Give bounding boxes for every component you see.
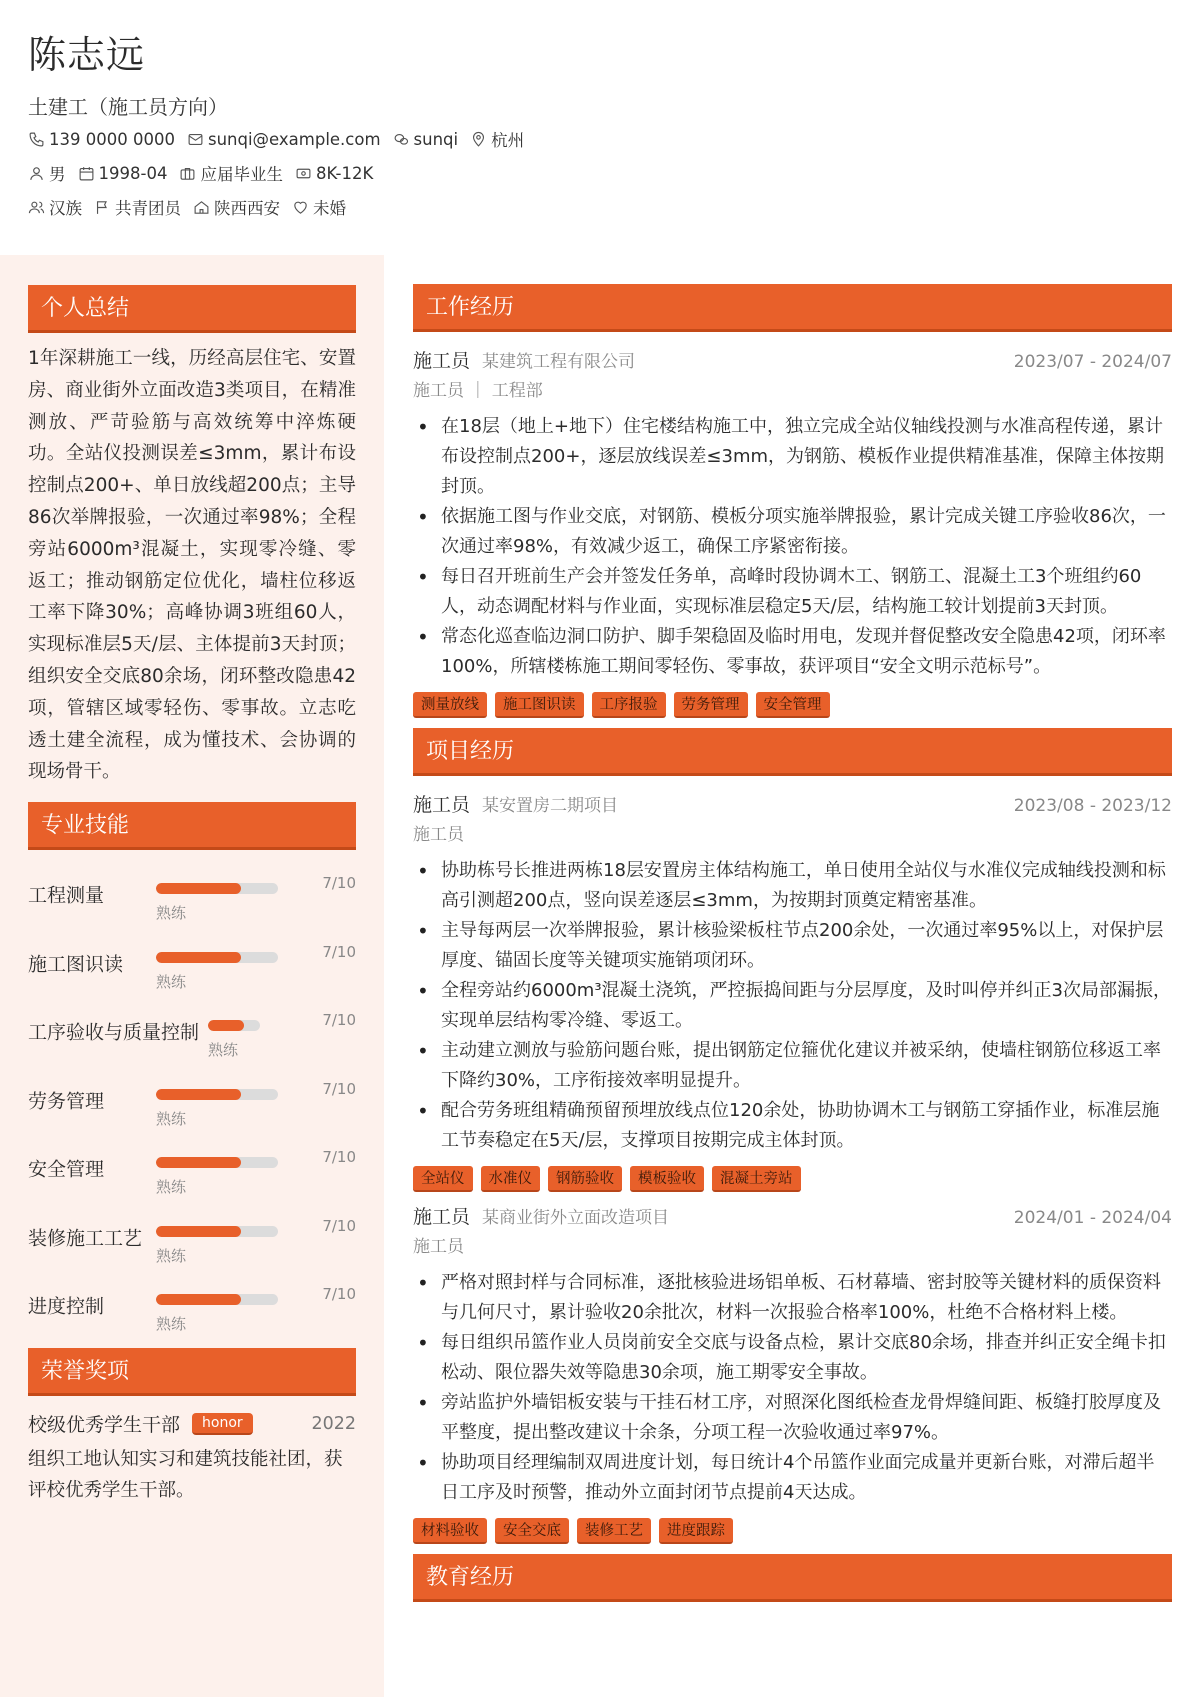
list-item: • 常态化巡查临边洞口防护、脚手架稳固及临时用电，发现并督促整改安全隐患42项，闭环率100%，所辖楼栋施工期间零轻伤、零事故，获评项目“安全文明示范标号”。 <box>441 622 1172 682</box>
skill-progress-fill <box>208 1020 244 1031</box>
work-entry <box>413 346 1172 718</box>
project-org: 某商业街外立面改造项目 <box>482 1208 670 1228</box>
flag-icon <box>94 199 111 216</box>
birth-item <box>78 164 168 183</box>
salary-item <box>295 164 373 183</box>
politics-text: 共青团员 <box>115 199 181 218</box>
skill-progress-bar <box>156 1294 278 1305</box>
skill-progress-bar <box>156 883 278 894</box>
honor-name: 校级优秀学生干部 <box>28 1414 181 1437</box>
list-item: • 主导每两层一次举牌报验，累计核验梁板柱节点200余处，一次通过率95%以上，对保护层厚度、锚固长度等关键项实施销项闭环。 <box>441 916 1172 976</box>
skill-progress-bar <box>208 1020 260 1031</box>
summary-text: 1年深耕施工一线，历经高层住宅、安置房、商业街外立面改造3类项目，在精准测放、严苛验筋与高效统筹中淬炼硬功。全站仪投测误差≤3mm，累计布设控制点200+、单日放线超200点；主导86次举牌报验，一次通过率98%；全程旁站6000m³混凝土，实现零冷缝、零返工；推动钢筋定位优化，墙柱位移返工率下降30%；高峰协调3班组60人，实现标准层5天/层、主体提前3天封顶；组织安全交底80余场，闭环整改隐患42项，管辖区域零轻伤、零事故。立志吃透土建全流程，成为懂技术、会协调的现场骨干。 <box>28 348 356 783</box>
work-org: 某建筑工程有限公司 <box>482 352 636 372</box>
honor-description: 组织工地认知实习和建筑技能社团，获评校优秀学生干部。 <box>28 1448 343 1501</box>
skill-row <box>28 1271 356 1340</box>
email-item <box>187 130 381 149</box>
politics-item <box>94 195 181 219</box>
skill-row <box>28 929 356 998</box>
gender-item <box>28 161 66 185</box>
skill-name: 工程测量 <box>28 884 105 907</box>
skill-tag: 材料验收 <box>413 1518 487 1544</box>
users-icon <box>28 199 45 216</box>
project-subtitle: 施工员 <box>413 1237 464 1257</box>
skill-progress-fill <box>156 883 241 894</box>
honor-year: 2022 <box>311 1413 356 1434</box>
project-date: 2023/08 - 2023/12 <box>1013 796 1172 816</box>
list-item: • 在18层（地上+地下）住宅楼结构施工中，独立完成全站仪轴线投测与水准高程传递，累计布设控制点200+，逐层放线误差≤3mm，为钢筋、模板作业提供精准基准，保障主体按期封顶。 <box>441 412 1172 502</box>
skill-score: 7/10 <box>322 874 356 893</box>
summary-heading: 个人总结 <box>28 285 356 333</box>
project-entry <box>413 1202 1172 1544</box>
skill-progress-fill <box>156 1294 241 1305</box>
skill-tag: 测量放线 <box>413 692 487 718</box>
skill-score: 7/10 <box>322 1285 356 1304</box>
skill-tag: 钢筋验收 <box>548 1166 622 1192</box>
list-item: • 配合劳务班组精确预留预埋放线点位120余处，协助协调木工与钢筋工穿插作业，标准层施工节奏稳定在5天/层，支撑项目按期完成主体封顶。 <box>441 1096 1172 1156</box>
work-subtitle: 施工员 ｜ 工程部 <box>413 381 543 401</box>
skill-score: 7/10 <box>322 1079 356 1098</box>
work-title: 施工员 <box>413 350 471 372</box>
honors-heading: 荣誉奖项 <box>28 1348 356 1396</box>
calendar-icon <box>78 165 95 182</box>
work-entry-header <box>413 346 1172 374</box>
status-item <box>179 161 283 185</box>
skill-progress-fill <box>156 1226 241 1237</box>
skill-progress-fill <box>156 952 241 963</box>
heart-icon <box>292 199 309 216</box>
skill-progress-fill <box>156 1089 241 1100</box>
skill-name: 进度控制 <box>28 1295 105 1318</box>
project-tags <box>413 1166 1172 1192</box>
skills-heading: 专业技能 <box>28 802 356 850</box>
skill-score: 7/10 <box>322 942 356 961</box>
wechat-text: sunqi <box>413 129 459 149</box>
background-line <box>28 190 1168 224</box>
skill-progress-bar <box>156 952 278 963</box>
mail-icon <box>187 131 204 148</box>
skill-progress-fill <box>156 1157 241 1168</box>
project-subtitle: 施工员 <box>413 825 464 845</box>
wechat-item <box>393 130 459 149</box>
project-title: 施工员 <box>413 794 471 816</box>
skill-score: 7/10 <box>322 1216 356 1235</box>
list-item: • 严格对照封样与合同标准，逐批核验进场铝单板、石材幕墙、密封胶等关键材料的质保资料与几何尺寸，累计验收20余批次，材料一次报验合格率100%，杜绝不合格材料上楼。 <box>441 1268 1172 1328</box>
skill-level: 熟练 <box>156 1109 187 1128</box>
main-content <box>413 284 1172 1602</box>
skill-level: 熟练 <box>156 1315 187 1334</box>
list-item: • 每日召开班前生产会并签发任务单，高峰时段协调木工、钢筋工、混凝土工3个班组约60人，动态调配材料与作业面，实现标准层稳定5天/层，结构施工较计划提前3天封顶。 <box>441 562 1172 622</box>
project-org: 某安置房二期项目 <box>482 796 619 816</box>
skill-tag: 装修工艺 <box>577 1518 651 1544</box>
list-item: • 主动建立测放与验筋问题台账，提出钢筋定位箍优化建议并被采纳，使墙柱钢筋位移返工率下降约30%，工序衔接效率明显提升。 <box>441 1036 1172 1096</box>
work-date: 2023/07 - 2024/07 <box>1013 352 1172 372</box>
skill-level: 熟练 <box>156 1178 187 1197</box>
project-tags <box>413 1518 1172 1544</box>
hometown-text: 陕西西安 <box>214 199 280 218</box>
skill-tag: 工序报验 <box>592 692 666 718</box>
skill-level: 熟练 <box>156 1246 187 1265</box>
city-item <box>470 127 524 151</box>
email-text: sunqi@example.com <box>207 129 381 149</box>
status-text: 应届毕业生 <box>200 165 283 184</box>
skill-row <box>28 860 356 929</box>
marital-text: 未婚 <box>313 199 346 218</box>
ethnicity-item <box>28 195 82 219</box>
candidate-name: 陈志远 <box>28 33 146 77</box>
candidate-role: 土建工（施工员方向） <box>28 95 228 119</box>
project-entry-header <box>413 790 1172 818</box>
project-title: 施工员 <box>413 1206 471 1228</box>
list-item: • 依据施工图与作业交底，对钢筋、模板分项实施举牌报验，累计完成关键工序验收86次，一次通过率98%，有效减少返工，确保工序紧密衔接。 <box>441 502 1172 562</box>
city-text: 杭州 <box>491 131 525 150</box>
sidebar <box>0 255 384 1697</box>
skills-list <box>28 860 356 1340</box>
education-heading: 教育经历 <box>413 1554 1172 1602</box>
phone-item <box>28 130 175 149</box>
list-item: • 协助项目经理编制双周进度计划，每日统计4个吊篮作业面完成量并更新台账，对滞后超半日工序及时预警，推动外立面封闭节点提前4天达成。 <box>441 1448 1172 1508</box>
contact-line <box>28 122 1168 156</box>
project-entry-header <box>413 1202 1172 1230</box>
skill-tag: 施工图识读 <box>495 692 584 718</box>
project-entry <box>413 790 1172 1192</box>
wechat-icon <box>393 131 410 148</box>
skill-name: 劳务管理 <box>28 1090 105 1113</box>
skill-row <box>28 1203 356 1272</box>
skill-name: 施工图识读 <box>28 953 124 976</box>
skill-level: 熟练 <box>156 972 187 991</box>
skill-progress-bar <box>156 1089 278 1100</box>
location-icon <box>470 131 487 148</box>
work-tags <box>413 692 1172 718</box>
skill-row <box>28 1066 356 1135</box>
skill-tag: 劳务管理 <box>674 692 748 718</box>
resume-header <box>28 28 1168 224</box>
projects-heading: 项目经历 <box>413 728 1172 776</box>
list-item: • 全程旁站约6000m³混凝土浇筑，严控振捣间距与分层厚度，及时叫停并纠正3次局部漏振，实现单层结构零冷缝、零返工。 <box>441 976 1172 1036</box>
honor-item <box>28 1408 356 1440</box>
project-bullets <box>413 856 1172 1156</box>
skill-level: 熟练 <box>156 904 187 923</box>
profile-line <box>28 156 1168 190</box>
skill-row <box>28 997 356 1066</box>
phone-icon <box>28 131 45 148</box>
project-date: 2024/01 - 2024/04 <box>1013 1208 1172 1228</box>
marital-item <box>292 195 346 219</box>
skill-tag: 安全管理 <box>756 692 830 718</box>
gender-text: 男 <box>49 165 66 184</box>
skill-name: 工序验收与质量控制 <box>28 1021 200 1044</box>
skill-tag: 安全交底 <box>495 1518 569 1544</box>
briefcase-icon <box>179 165 196 182</box>
skill-name: 装修施工工艺 <box>28 1227 143 1250</box>
skill-tag: 水准仪 <box>481 1166 541 1192</box>
work-bullets <box>413 412 1172 682</box>
honor-badge: honor <box>192 1413 253 1435</box>
project-bullets <box>413 1268 1172 1508</box>
birth-text: 1998-04 <box>98 163 168 183</box>
ethnicity-text: 汉族 <box>49 199 82 218</box>
hometown-item <box>193 195 280 219</box>
skill-tag: 全站仪 <box>413 1166 473 1192</box>
skill-row <box>28 1134 356 1203</box>
sidebar-content <box>28 285 356 1506</box>
list-item: • 协助栋号长推进两栋18层安置房主体结构施工，单日使用全站仪与水准仪完成轴线投测和标高引测超200点，竖向误差逐层≤3mm，为按期封顶奠定精密基准。 <box>441 856 1172 916</box>
home-icon <box>193 199 210 216</box>
phone-text: 139 0000 0000 <box>49 129 175 149</box>
skill-tag: 模板验收 <box>630 1166 704 1192</box>
skill-score: 7/10 <box>322 1011 356 1030</box>
skill-progress-bar <box>156 1157 278 1168</box>
user-icon <box>28 165 45 182</box>
salary-text: 8K-12K <box>315 163 374 183</box>
list-item: • 每日组织吊篮作业人员岗前安全交底与设备点检，累计交底80余场，排查并纠正安全绳卡扣松动、限位器失效等隐患30余项，施工期零安全事故。 <box>441 1328 1172 1388</box>
skill-tag: 进度跟踪 <box>659 1518 733 1544</box>
list-item: • 旁站监护外墙铝板安装与干挂石材工序，对照深化图纸检查龙骨焊缝间距、板缝打胶厚度及平整度，提出整改建议十余条，分项工程一次验收通过率97%。 <box>441 1388 1172 1448</box>
money-icon <box>295 165 312 182</box>
skill-tag: 混凝土旁站 <box>712 1166 801 1192</box>
skill-level: 熟练 <box>208 1041 239 1060</box>
skill-score: 7/10 <box>322 1148 356 1167</box>
skill-name: 安全管理 <box>28 1158 105 1181</box>
work-heading: 工作经历 <box>413 284 1172 332</box>
skill-progress-bar <box>156 1226 278 1237</box>
